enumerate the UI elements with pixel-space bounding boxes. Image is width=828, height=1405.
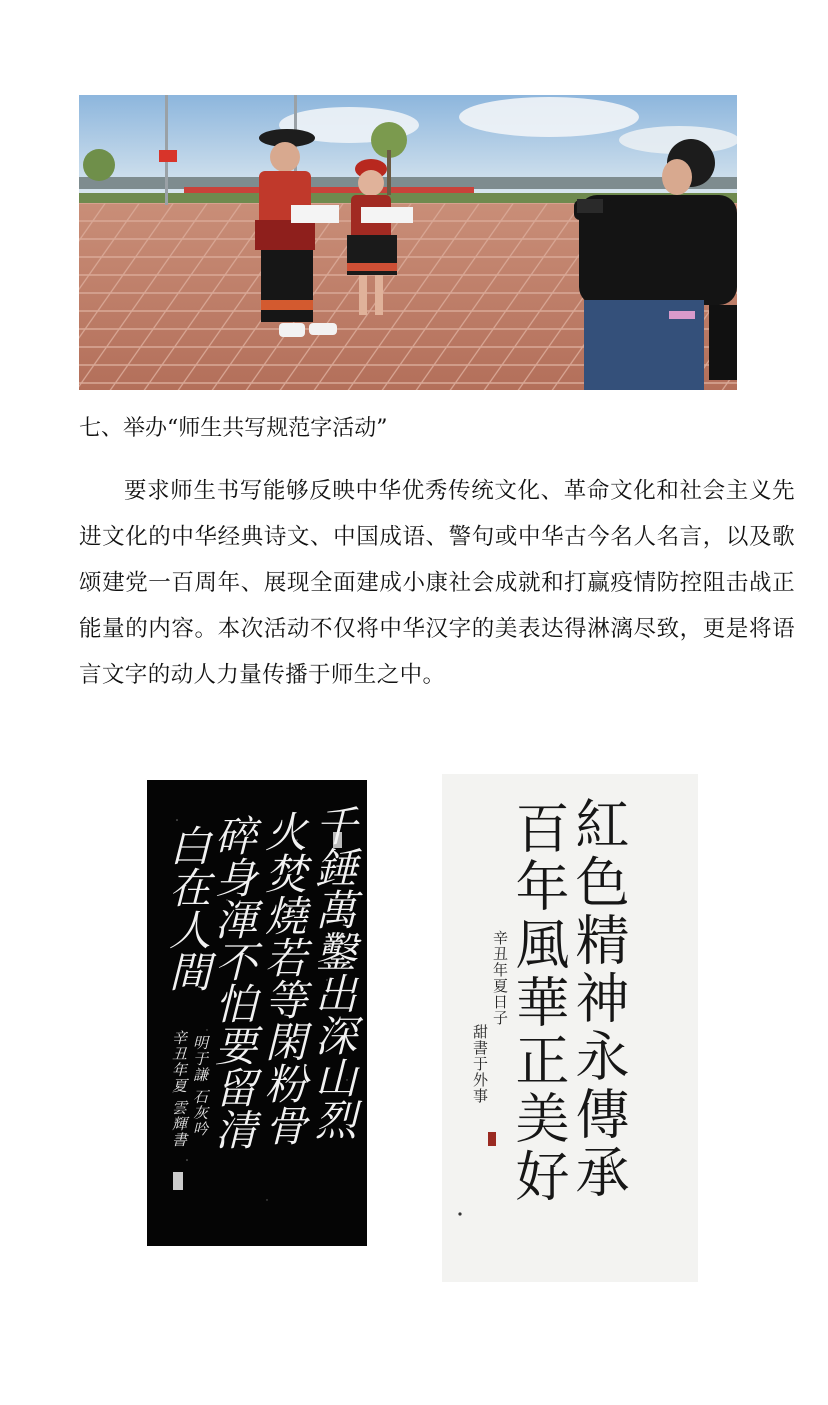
calligraphy-right-inscription-1: 辛丑年夏日子 (491, 930, 509, 1026)
calligraphy-left-column-3: 碎身渾不怕要留清 (209, 814, 258, 1150)
section-paragraph: 要求师生书写能够反映中华优秀传统文化、革命文化和社会主义先进文化的中华经典诗文、中国成语、警句或中华古今名人名言，以及歌颂建党一百周年、展现全面建成小康社会成就和打赢疫情防控阻击战正能量的内容。本次活动不仅将中华汉字的美表达得淋漓尽致，更是将语言文字的动人力量传播于师生之中。 (79, 478, 795, 688)
section-heading: 七、举办“师生共写规范字活动” (79, 416, 388, 441)
calligraphy-right-column-1: 紅色精神永傳承 (567, 796, 630, 1202)
event-photo-graphic (79, 95, 737, 390)
calligraphy-left-inscription-2: 辛丑年夏 雲輝書 (170, 1030, 188, 1148)
event-photo (79, 95, 737, 390)
calligraphy-left-column-4: 白在人間 (163, 824, 212, 992)
calligraphy-right-inscription-2: 甜書于外事 (471, 1024, 489, 1104)
calligraphy-left-column-2: 火焚燒若等閑粉骨 (259, 810, 308, 1146)
calligraphy-left-column-1: 千錘萬鑿出深山烈 (309, 804, 358, 1140)
calligraphy-right-column-2: 百年風華正美好 (507, 800, 570, 1206)
artist-seal-right (488, 1132, 496, 1146)
artist-seal (173, 1172, 183, 1190)
calligraphy-left-inscription-1: 明于謙 石灰吟 (191, 1035, 209, 1137)
calligraphy-scroll-left (147, 780, 367, 1246)
calligraphy-scroll-right (442, 774, 698, 1282)
